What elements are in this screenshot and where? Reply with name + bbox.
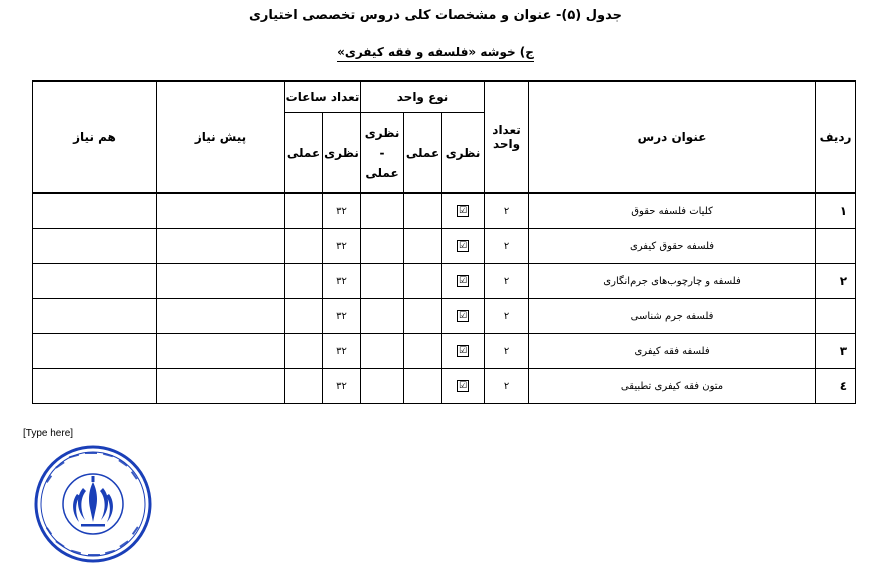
checkbox-checked-icon: ☑ xyxy=(458,311,468,321)
emblem-of-iran-icon xyxy=(33,444,153,564)
units-count: ۲ xyxy=(485,369,529,404)
header-theory-practical: نظری - عملی xyxy=(361,113,404,194)
header-prerequisite: پیش نیاز xyxy=(157,81,285,193)
hours-theory: ۳۲ xyxy=(323,264,361,299)
hours-theory: ۳۲ xyxy=(323,193,361,229)
hours-theory: ۳۲ xyxy=(323,299,361,334)
row-number: ۲ xyxy=(816,264,856,299)
theory-practical-cell xyxy=(361,193,404,229)
row-number: ٤ xyxy=(816,369,856,404)
practical-cell xyxy=(404,299,442,334)
practical-cell xyxy=(404,264,442,299)
checkbox-checked-icon: ☑ xyxy=(458,276,468,286)
corequisite-cell xyxy=(33,369,157,404)
page-subtitle xyxy=(0,45,871,59)
units-count: ۲ xyxy=(485,299,529,334)
subtitle-text: ج) خوشه «فلسفه و فقه کیفری» xyxy=(337,45,534,62)
practical-cell xyxy=(404,193,442,229)
header-course-title: عنوان درس xyxy=(529,81,816,193)
table-row xyxy=(33,369,856,404)
checkbox-checked-icon: ☑ xyxy=(458,206,468,216)
theory-practical-cell xyxy=(361,299,404,334)
theory-practical-cell xyxy=(361,369,404,404)
corequisite-cell xyxy=(33,264,157,299)
checkbox-checked-icon: ☑ xyxy=(458,346,468,356)
units-count: ۲ xyxy=(485,264,529,299)
hours-practical xyxy=(285,334,323,369)
corequisite-cell xyxy=(33,229,157,264)
prerequisite-cell xyxy=(157,193,285,229)
units-count: ۲ xyxy=(485,193,529,229)
prerequisite-cell xyxy=(157,264,285,299)
table-row xyxy=(33,193,856,229)
header-theory: نظری xyxy=(442,113,485,194)
theory-practical-cell xyxy=(361,229,404,264)
hours-practical xyxy=(285,264,323,299)
header-practical: عملی xyxy=(404,113,442,194)
course-title: فلسفه و چارچوب‌های جرم‌انگاری xyxy=(529,264,816,299)
row-number: ۳ xyxy=(816,334,856,369)
theory-cell xyxy=(442,334,485,369)
theory-cell xyxy=(442,229,485,264)
units-count: ۲ xyxy=(485,334,529,369)
table-row xyxy=(33,299,856,334)
row-number xyxy=(816,229,856,264)
theory-practical-cell xyxy=(361,334,404,369)
course-title: فلسفه حقوق کیفری xyxy=(529,229,816,264)
theory-cell xyxy=(442,299,485,334)
row-number xyxy=(816,299,856,334)
header-units-count: تعداد واحد xyxy=(485,81,529,193)
checkbox-checked-icon: ☑ xyxy=(458,241,468,251)
hours-theory: ۳۲ xyxy=(323,229,361,264)
prerequisite-cell xyxy=(157,229,285,264)
theory-cell xyxy=(442,193,485,229)
header-hours-count: تعداد ساعات xyxy=(285,81,361,113)
practical-cell xyxy=(404,334,442,369)
course-title: کلیات فلسفه حقوق xyxy=(529,193,816,229)
hours-practical xyxy=(285,229,323,264)
hours-theory: ۳۲ xyxy=(323,369,361,404)
corequisite-cell xyxy=(33,193,157,229)
header-row-number: ردیف xyxy=(816,81,856,193)
corequisite-cell xyxy=(33,334,157,369)
prerequisite-cell xyxy=(157,299,285,334)
header-corequisite: هم نیاز xyxy=(33,81,157,193)
theory-cell xyxy=(442,369,485,404)
page-title: جدول (۵)- عنوان و مشخصات کلی دروس تخصصی اختیاری xyxy=(249,8,622,23)
course-title: فلسفه جرم شناسی xyxy=(529,299,816,334)
course-title: فلسفه فقه کیفری xyxy=(529,334,816,369)
table-row xyxy=(33,264,856,299)
courses-table xyxy=(32,80,856,404)
table-row xyxy=(33,229,856,264)
practical-cell xyxy=(404,229,442,264)
table-row xyxy=(33,334,856,369)
theory-practical-cell xyxy=(361,264,404,299)
corequisite-cell xyxy=(33,299,157,334)
hours-theory: ۳۲ xyxy=(323,334,361,369)
hours-practical xyxy=(285,299,323,334)
prerequisite-cell xyxy=(157,369,285,404)
hours-practical xyxy=(285,193,323,229)
practical-cell xyxy=(404,369,442,404)
hours-practical xyxy=(285,369,323,404)
course-title: متون فقه کیفری تطبیقی xyxy=(529,369,816,404)
placeholder-note: [Type here] xyxy=(23,428,74,439)
checkbox-checked-icon: ☑ xyxy=(458,381,468,391)
theory-cell xyxy=(442,264,485,299)
header-hours-practical: عملی xyxy=(285,113,323,194)
row-number: ۱ xyxy=(816,193,856,229)
header-hours-theory: نظری xyxy=(323,113,361,194)
header-unit-type: نوع واحد xyxy=(361,81,485,113)
units-count: ۲ xyxy=(485,229,529,264)
prerequisite-cell xyxy=(157,334,285,369)
